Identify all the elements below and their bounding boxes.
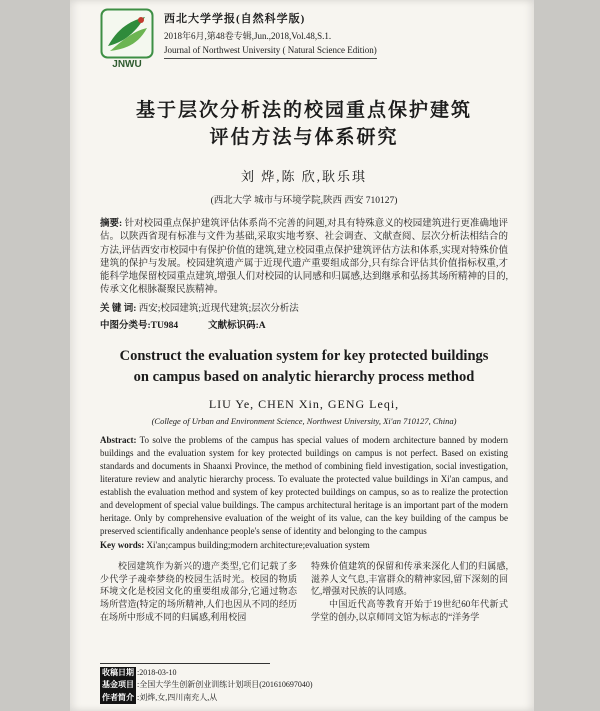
paper-title-zh-line2: 评估方法与体系研究 (209, 127, 399, 148)
body-right-paragraph-2: 中国近代高等教育开始于19世纪60年代新式学堂的创办,以京师同文馆为标志的“洋务学 (311, 599, 508, 622)
journal-name-en: Journal of Northwest University ( Natural Science Edition) (164, 45, 377, 59)
paper-title-zh (100, 97, 508, 151)
paper-page (70, 0, 534, 711)
journal-name-zh: 西北大学学报(自然科学版) (164, 13, 306, 25)
journal-header-text (164, 8, 377, 59)
keywords-zh-label: 关 键 词: (100, 303, 137, 314)
clc-number: 中图分类号:TU984 (100, 320, 179, 331)
body-right-paragraph-1: 特殊价值建筑的保留和传承来深化人们的归属感,滋养人文气息,丰富群众的精神家园,留下深刻的回忆,增强对民族的认同感。 (311, 560, 508, 597)
classification-row (100, 317, 508, 331)
abstract-zh (100, 218, 508, 298)
funding-label: 基金项目 (100, 679, 136, 692)
keywords-en-text: Xi'an;campus building;modern architecture;evaluation system (146, 539, 370, 550)
funding-value: :全国大学生创新创业训练计划项目(201610697040) (137, 680, 313, 689)
authors-zh: 刘 烨,陈 欣,耿乐琪 (240, 169, 367, 184)
paper-title-zh-line1: 基于层次分析法的校园重点保护建筑 (135, 100, 472, 121)
footnote-block (100, 663, 508, 705)
journal-issue-info: 2018年6月,第48卷专辑,Jun.,2018,Vol.48,S.1. (164, 31, 332, 41)
authors-en: LIU Ye, CHEN Xin, GENG Leqi, (208, 396, 400, 411)
journal-logo-text: JNWU (112, 59, 142, 70)
abstract-zh-text: 针对校园重点保护建筑评估体系尚不完善的问题,对具有特殊意义的校园建筑进行更准确地评估。以陕西省现有标准与文件为基础,采取实地考察、社会调查、文献查阅、层次分析法相结合的方法,评估西安市校园中有保护价值的建筑,建立校园重点保护建筑评估方法和体系,实现对特殊价值建筑的保护与发展。校园建筑遗产属于近现代遗产重要组成部分,只有综合评估其价值指标权重,才能科学地保留校园重点建筑,增强人们对校园的认同感和归属感,达到继承和弘扬其场所精神的目的,传承文化根脉凝聚民族精神。 (100, 219, 508, 296)
affiliation-zh: (西北大学 城市与环境学院,陕西 西安 710127) (210, 196, 398, 206)
keywords-zh (100, 300, 508, 314)
journal-logo (100, 8, 154, 75)
received-date-label: 收稿日期 (100, 667, 136, 680)
keywords-en-label: Key words: (100, 539, 145, 550)
abstract-en (100, 434, 508, 538)
body-column-right (311, 560, 508, 624)
received-date-value: :2018-03-10 (137, 667, 177, 677)
affiliation-en: (College of Urban and Environment Science, Northwest University, Xi'an 710127, China) (151, 415, 457, 426)
author-bio-value: :刘烨,女,四川南充人,从 (137, 692, 218, 702)
abstract-en-text: To solve the problems of the campus has special values of modern architecture banned by modern buildings and the evaluation system for key protected buildings on campus is not perfect. Based on existing standards and documents in Shaanxi Province, the method of combining field investigation, social investigation, literature review and analytic hierarchy process. To evaluate the protected value buildings in Xi'an campus, and establish the evaluation method and system of key protected buildings on campus, so as to realize the protection and development of special value buildings. The campus architectural heritage is an important part of the modern heritage. Only by comprehensive evaluation of the weight of its value, can the key building of the campus be preserved scientifically andenhance people's sense of identity and belonging to the campus (100, 434, 508, 536)
footnote-divider (100, 663, 270, 664)
paper-title-en-line2: on campus based on analytic hierarchy process method (133, 368, 475, 385)
document-code: 文献标识码:A (208, 320, 266, 331)
paper-title-en (100, 346, 508, 388)
journal-header (100, 8, 508, 75)
body-left-paragraph: 校园建筑作为新兴的遗产类型,它们记载了多少代学子魂牵梦绕的校园生活时光。校园的物质环境文化是校园文化的重要组成部分,它通过物态场所营造(特定的场所精神,人们也因从不同的经历在场所中形成不同的归属感,利用校园 (100, 560, 297, 622)
author-bio-label: 作者简介 (100, 692, 136, 705)
body-column-left (100, 560, 297, 624)
author-bio-line (100, 692, 508, 705)
funding-line (100, 679, 508, 692)
keywords-en (100, 540, 508, 550)
abstract-zh-label: 摘要: (100, 219, 123, 229)
abstract-en-label: Abstract: (100, 434, 137, 445)
journal-logo-icon (100, 8, 154, 70)
keywords-zh-text: 西安;校园建筑;近现代建筑;层次分析法 (138, 303, 299, 314)
body-text-columns (100, 560, 508, 624)
received-date-line (100, 667, 508, 680)
paper-title-en-line1: Construct the evaluation system for key protected buildings (119, 347, 489, 364)
